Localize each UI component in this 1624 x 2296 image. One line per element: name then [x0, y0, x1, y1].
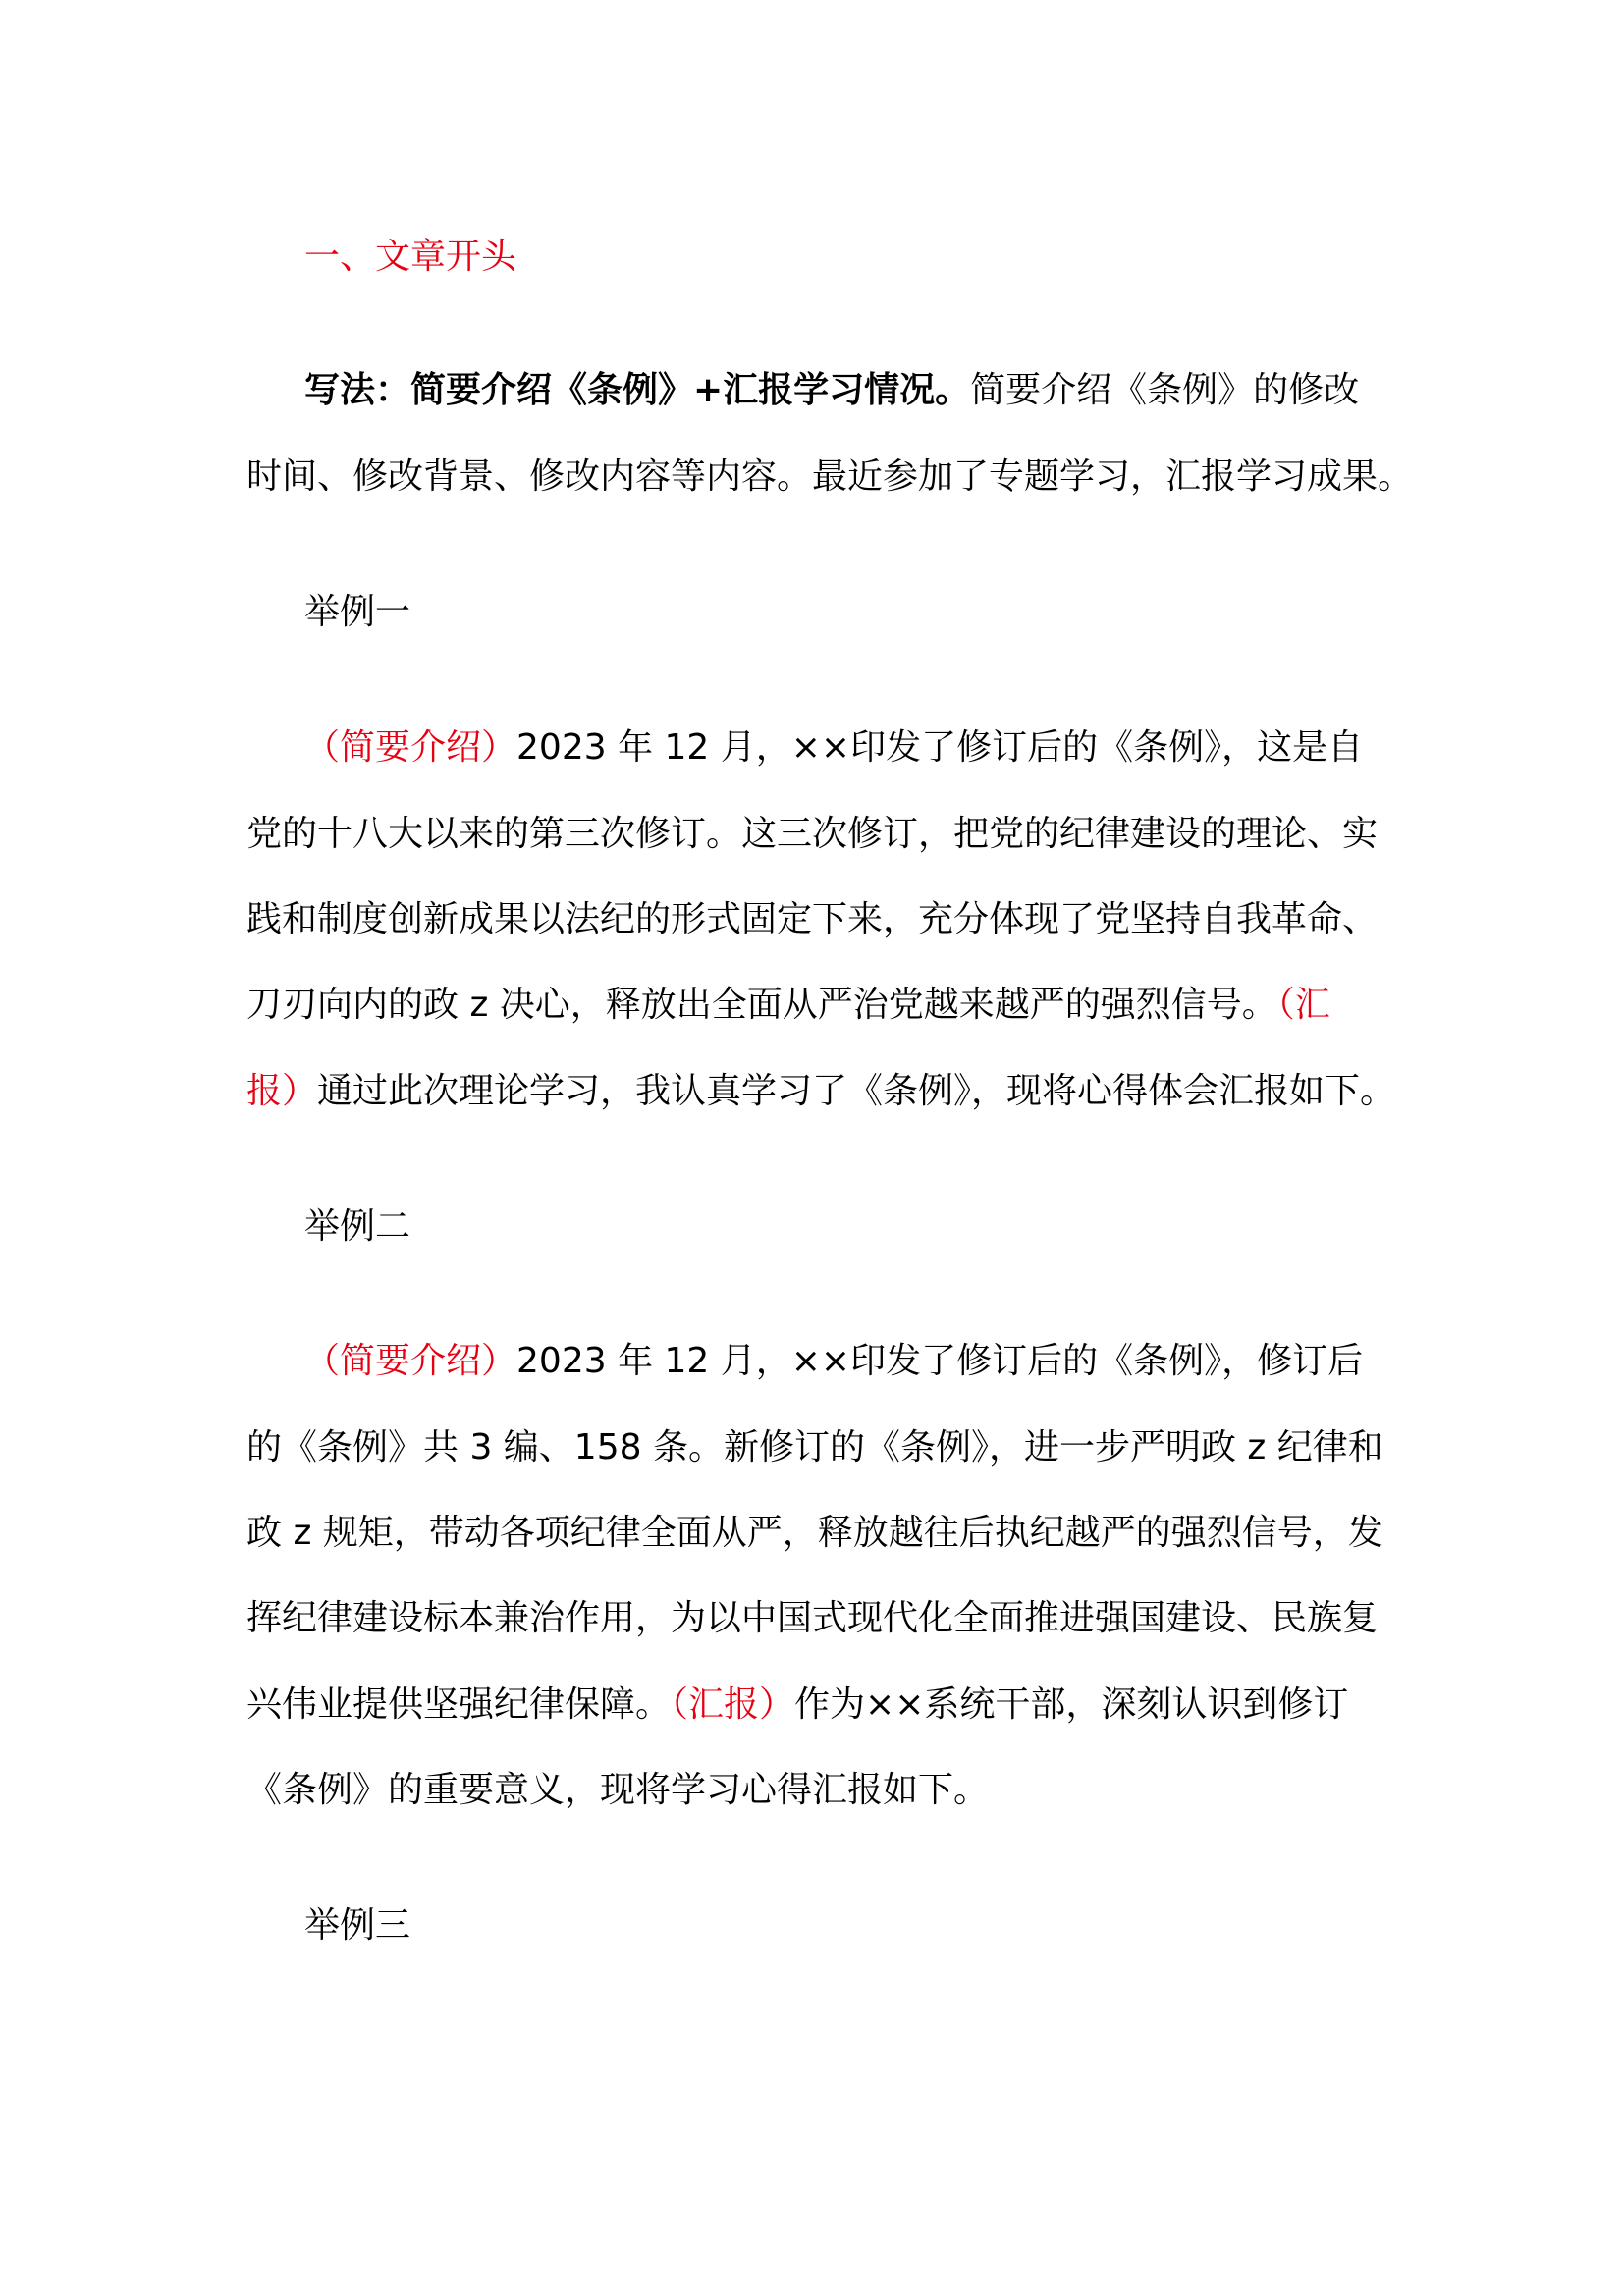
example2-line-6: [246, 1747, 1385, 1834]
example1-line-5: [246, 1048, 1396, 1135]
example2-line-1: [304, 1318, 1443, 1405]
example1-line-4: [246, 962, 1385, 1048]
method-line-1: [304, 347, 1443, 434]
example2-line-4-text: 挥纪律建设标本兼治作用，为以中国式现代化全面推进强国建设、民族复: [246, 1598, 1379, 1638]
example1-heading: [304, 569, 1443, 656]
example1-line-2: [246, 791, 1385, 878]
example1-line-4-text: 刀刃向内的政 z 决心，释放出全面从严治党越来越严的强烈信号。: [246, 985, 1277, 1025]
example2-heading: [304, 1184, 1443, 1270]
example2-tag-report: （汇报）: [671, 1684, 795, 1725]
method-line-2-text: 时间、修改背景、修改内容等内容。最近参加了专题学习，汇报学习成果。: [246, 456, 1414, 497]
example2-line-6-text: 《条例》的重要意义，现将学习心得汇报如下。: [246, 1770, 990, 1810]
example2-line-5-rest: 作为××系统干部，深刻认识到修订: [794, 1684, 1349, 1725]
example2-tag-intro: （简要介绍）: [304, 1341, 517, 1381]
example2-line-1-text: 2023 年 12 月，××印发了修订后的《条例》，修订后: [516, 1341, 1364, 1381]
example2-line-3-text: 政 z 规矩，带动各项纪律全面从严，释放越往后执纪越严的强烈信号，发: [246, 1513, 1383, 1553]
example2-line-5-text: 兴伟业提供坚强纪律保障。: [246, 1684, 672, 1725]
example2-line-3: [246, 1490, 1385, 1576]
section-heading: [304, 214, 1443, 300]
section-heading-text: 一、文章开头: [304, 237, 517, 277]
example2-line-4: [246, 1575, 1385, 1662]
example1-tag-intro: （简要介绍）: [304, 727, 517, 768]
example1-line-5-text: 通过此次理论学习，我认真学习了《条例》，现将心得体会汇报如下。: [317, 1071, 1396, 1111]
example1-heading-text: 举例一: [304, 592, 411, 632]
method-bold-lead: 写法：简要介绍《条例》+汇报学习情况。: [304, 370, 971, 410]
example1-line-1: [304, 705, 1443, 791]
example3-heading-text: 举例三: [304, 1905, 411, 1946]
method-line-2: [246, 434, 1414, 520]
method-line-1-text: 简要介绍《条例》的修改: [970, 370, 1360, 410]
example1-tag-report-part1: （汇: [1276, 985, 1330, 1025]
example1-line-1-text: 2023 年 12 月，××印发了修订后的《条例》，这是自: [516, 727, 1364, 768]
example1-line-3: [246, 877, 1385, 963]
example1-line-3-text: 践和制度创新成果以法纪的形式固定下来，充分体现了党坚持自我革命、: [246, 899, 1379, 939]
example2-line-2: [246, 1405, 1385, 1491]
example2-line-2-text: 的《条例》共 3 编、158 条。新修订的《条例》，进一步严明政 z 纪律和: [246, 1427, 1383, 1468]
example2-line-5: [246, 1662, 1385, 1748]
example2-heading-text: 举例二: [304, 1206, 411, 1247]
example1-tag-report-part2: 报）: [246, 1071, 318, 1111]
example3-heading: [304, 1883, 1443, 1969]
example1-line-2-text: 党的十八大以来的第三次修订。这三次修订，把党的纪律建设的理论、实: [246, 814, 1379, 854]
